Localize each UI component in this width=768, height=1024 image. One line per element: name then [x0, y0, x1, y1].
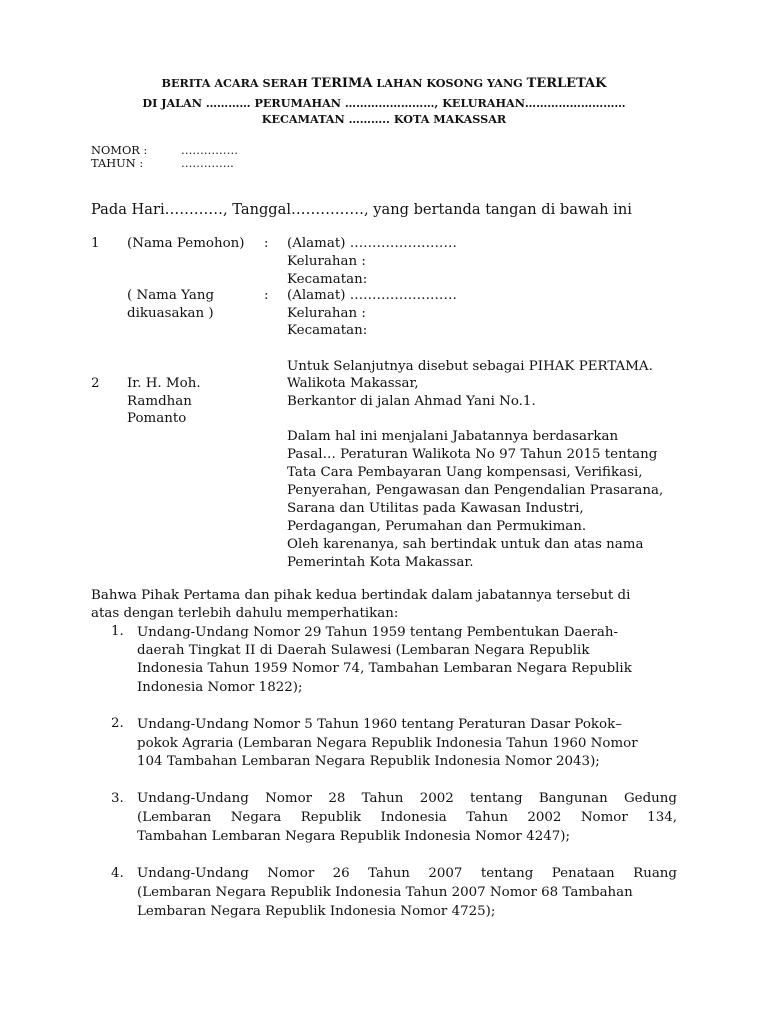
party-2-desc-line: Pasal… Peraturan Walikota No 97 Tahun 2015 tentang — [287, 447, 658, 462]
document-title-line-3: KECAMATAN ……….. KOTA MAKASSAR — [261, 112, 507, 126]
list-item-line: Tambahan Lembaran Negara Republik Indonesia Nomor 4247); — [137, 829, 570, 844]
intro-sentence: Pada Hari…………, Tanggal……………, yang bertanda tangan di bawah ini — [91, 201, 632, 218]
preamble-line-1: Bahwa Pihak Pertama dan pihak kedua bertindak dalam jabatannya tersebut di — [91, 588, 631, 603]
title-part-b: TERIMA — [311, 76, 373, 91]
list-item-number: 1. — [111, 624, 124, 639]
list-item-line: Indonesia Nomor 1822); — [137, 680, 303, 695]
title-part-d: TERLETAK — [526, 76, 607, 91]
list-item-line: daerah Tingkat II di Daerah Sulawesi (Lembaran Negara Republik — [137, 643, 590, 658]
party-1-kecamatan: Kecamatan: — [287, 272, 368, 287]
tahun-value: ………….. — [181, 156, 234, 170]
list-item-line: (Lembaran Negara Republik Indonesia Tahun 2002 Nomor 134, — [137, 810, 677, 825]
party-2-desc-line: Sarana dan Utilitas pada Kawasan Industri, — [287, 501, 584, 516]
party-1-name-label: (Nama Pemohon) — [127, 236, 245, 251]
party-1-number: 1 — [91, 236, 100, 251]
list-item-line: Undang-Undang Nomor 29 Tahun 1959 tentang Pembentukan Daerah- — [137, 625, 618, 640]
party-2-office: Berkantor di jalan Ahmad Yani No.1. — [287, 394, 536, 409]
document-title-line-1 — [80, 76, 688, 91]
list-item-line: Undang-Undang Nomor 28 Tahun 2002 tentang Bangunan Gedung — [137, 791, 677, 806]
list-item-line: (Lembaran Negara Republik Indonesia Tahun 2007 Nomor 68 Tambahan — [137, 885, 633, 900]
list-item-line: Indonesia Tahun 1959 Nomor 74, Tambahan Lembaran Negara Republik — [137, 661, 632, 676]
list-item-number: 4. — [111, 866, 124, 881]
authorized-kelurahan: Kelurahan : — [287, 306, 366, 321]
document-title-line-2: DI JALAN ………… PERUMAHAN ……………………, KELURAHAN……………………… — [142, 96, 626, 110]
list-item-line: Undang-Undang Nomor 5 Tahun 1960 tentang Peraturan Dasar Pokok– — [137, 717, 622, 732]
party-1-alamat: (Alamat) …………………… — [287, 236, 457, 251]
party-2-number: 2 — [91, 376, 100, 391]
list-item-line: 104 Tambahan Lembaran Negara Republik Indonesia Nomor 2043); — [137, 754, 600, 769]
list-item-line: Lembaran Negara Republik Indonesia Nomor 4725); — [137, 904, 496, 919]
party-1-kelurahan: Kelurahan : — [287, 254, 366, 269]
tahun-label: TAHUN : — [91, 156, 144, 170]
list-item-line: pokok Agraria (Lembaran Negara Republik Indonesia Tahun 1960 Nomor — [137, 736, 638, 751]
party-2-name-1: Ir. H. Moh. — [127, 376, 201, 391]
authorized-label-1: ( Nama Yang — [127, 288, 215, 303]
party-2-name-3: Pomanto — [127, 411, 187, 426]
list-item-number: 2. — [111, 716, 124, 731]
party-2-desc-line: Tata Cara Pembayaran Uang kompensasi, Verifikasi, — [287, 465, 643, 480]
list-item-line: Undang-Undang Nomor 26 Tahun 2007 tentang Penataan Ruang — [137, 866, 677, 881]
party-1-colon: : — [264, 236, 269, 251]
party-2-desc-line: Pemerintah Kota Makassar. — [287, 555, 474, 570]
party-2-desc-line: Dalam hal ini menjalani Jabatannya berdasarkan — [287, 429, 619, 444]
authorized-label-2: dikuasakan ) — [127, 306, 214, 321]
title-part-c: LAHAN KOSONG YANG — [376, 76, 523, 90]
authorized-colon: : — [264, 288, 269, 303]
list-item-number: 3. — [111, 791, 124, 806]
title-part-a: BERITA ACARA SERAH — [161, 76, 308, 90]
pihak-pertama-statement: Untuk Selanjutnya disebut sebagai PIHAK PERTAMA. — [287, 359, 653, 374]
party-2-desc-line: Penyerahan, Pengawasan dan Pengendalian Prasarana, — [287, 483, 664, 498]
nomor-value: …………… — [181, 143, 238, 157]
authorized-alamat: (Alamat) …………………… — [287, 288, 457, 303]
party-2-position: Walikota Makassar, — [287, 376, 419, 391]
party-2-desc-line: Oleh karenanya, sah bertindak untuk dan atas nama — [287, 537, 644, 552]
preamble-line-2: atas dengan terlebih dahulu memperhatikan: — [91, 606, 399, 621]
party-2-name-2: Ramdhan — [127, 394, 192, 409]
nomor-label: NOMOR : — [91, 143, 148, 157]
authorized-kecamatan: Kecamatan: — [287, 323, 368, 338]
party-2-desc-line: Perdagangan, Perumahan dan Permukiman. — [287, 519, 587, 534]
